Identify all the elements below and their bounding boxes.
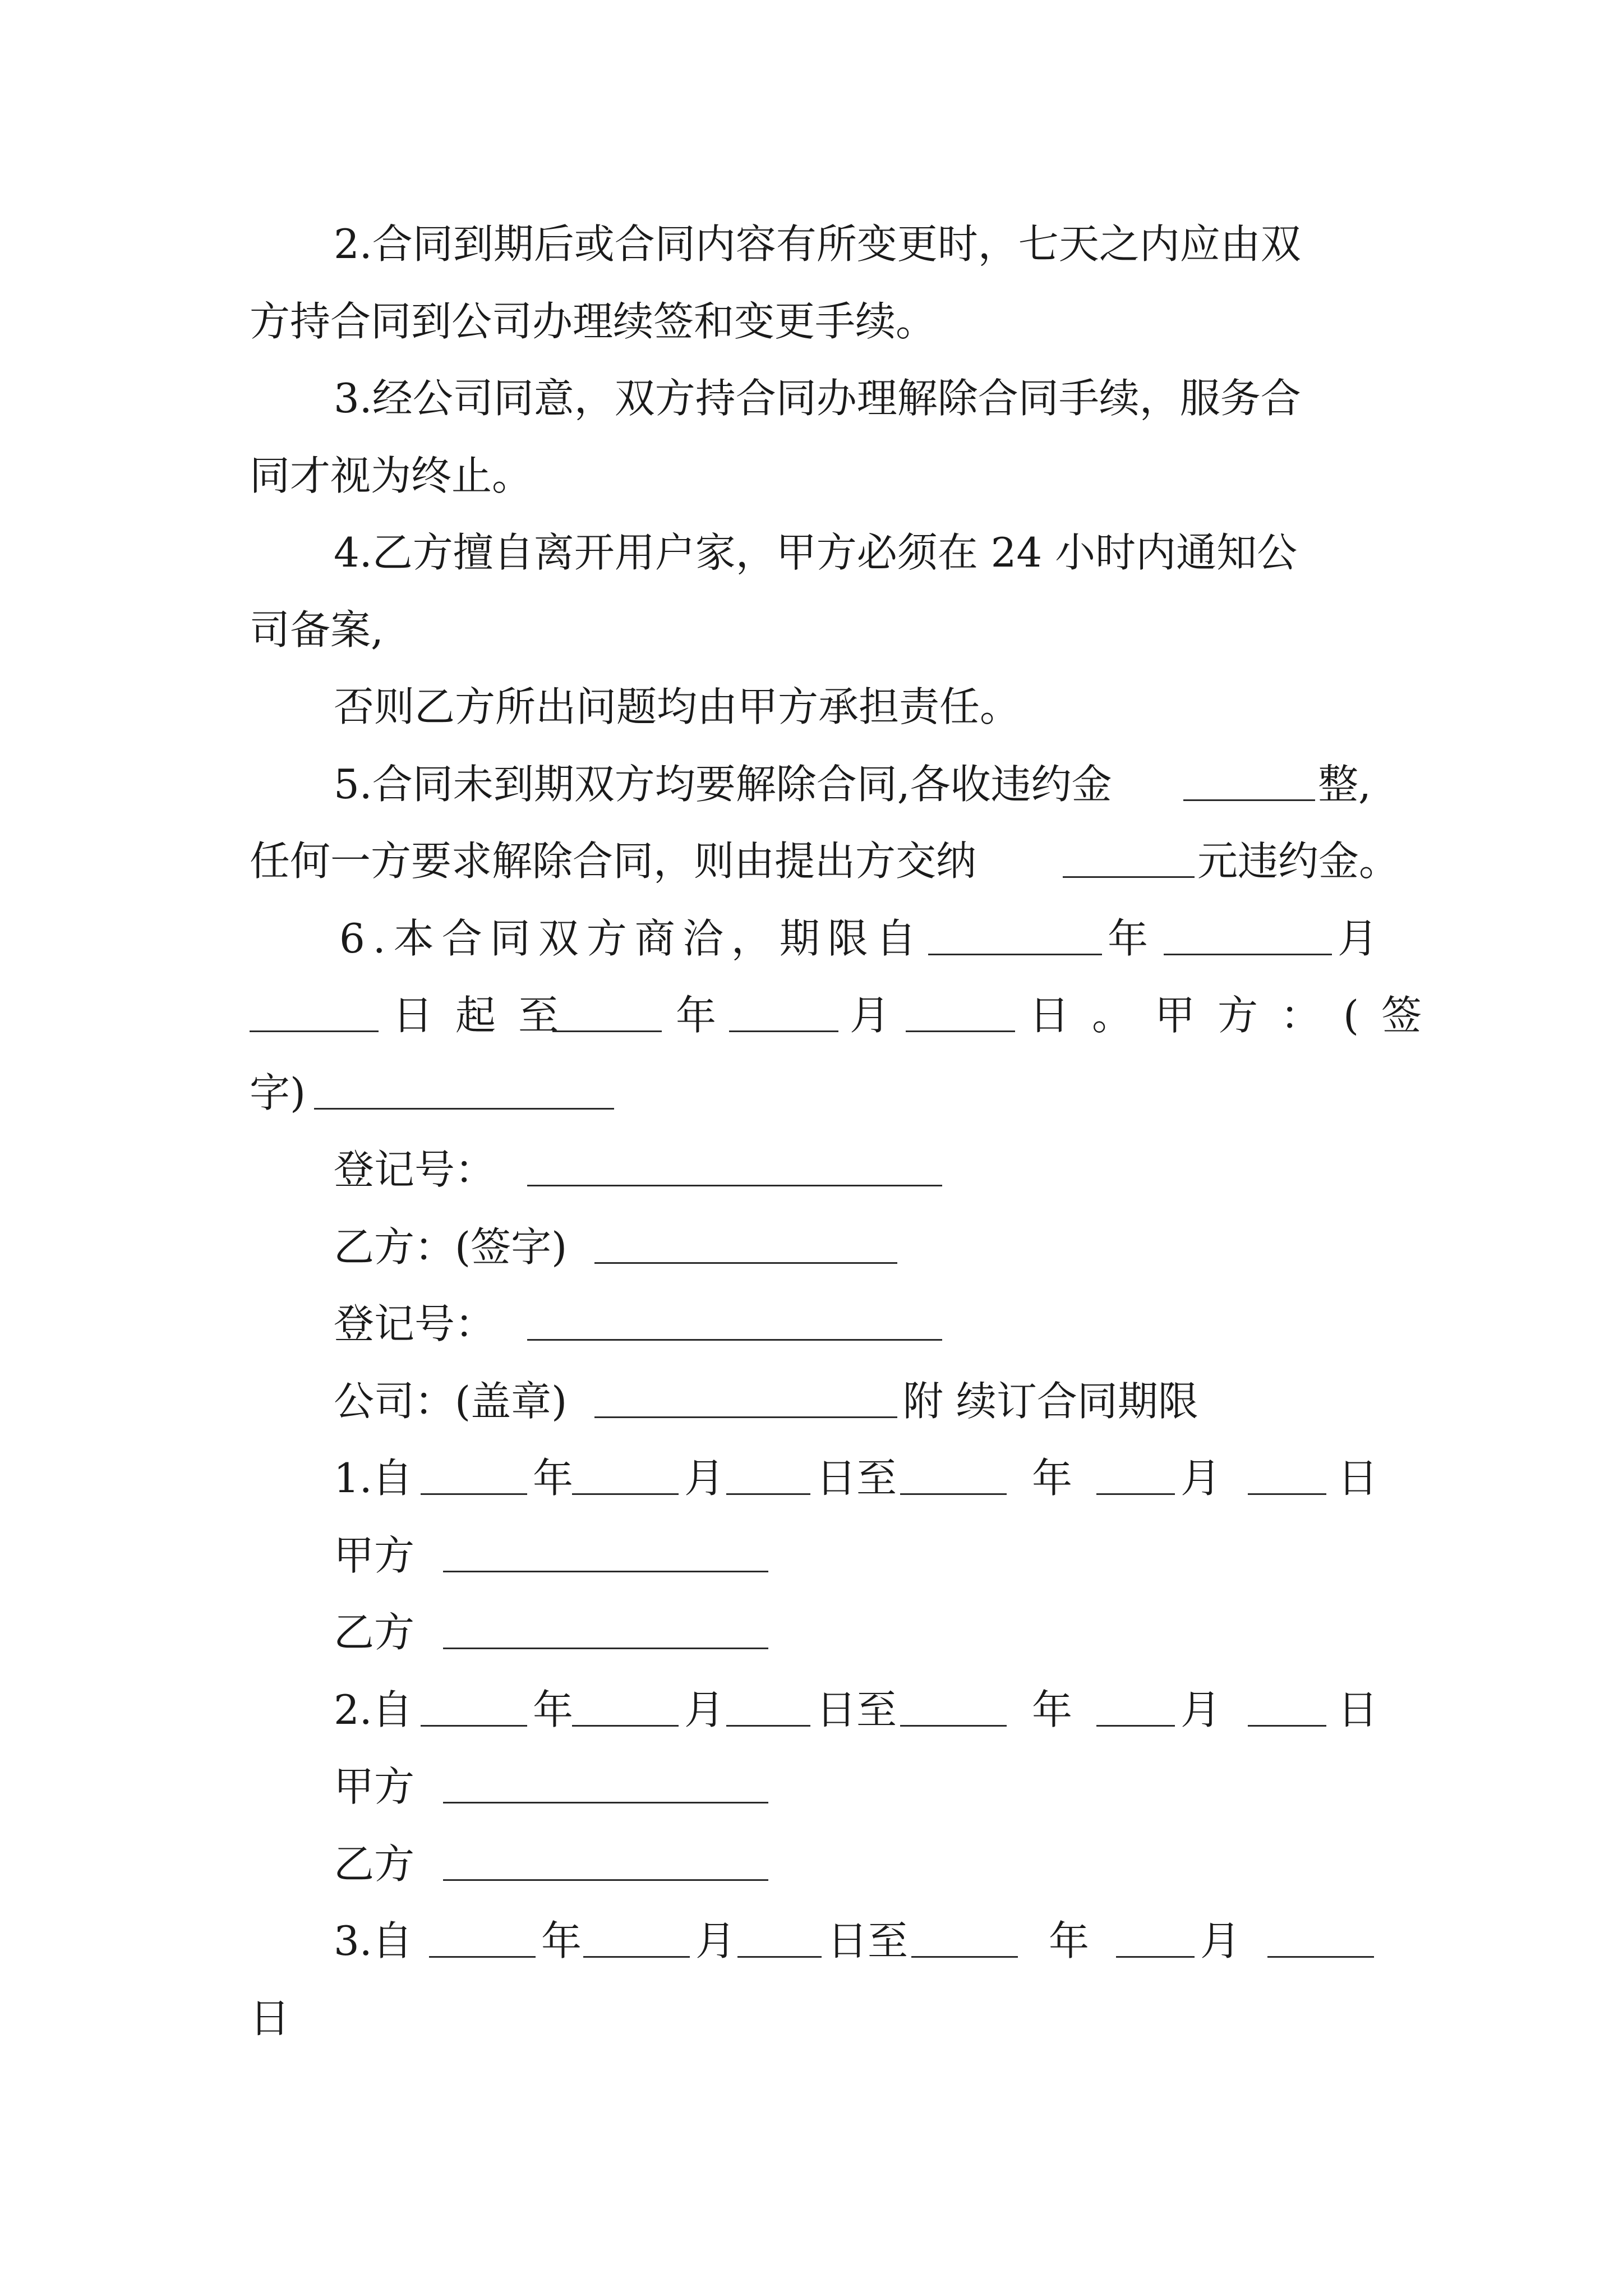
clause-6-end-day-label: 日。甲方：(签 bbox=[1029, 992, 1445, 1039]
renewal-3-end-day-blank[interactable] bbox=[1267, 1956, 1374, 1958]
renewal-1-end-day-blank[interactable] bbox=[1248, 1493, 1326, 1495]
renewal-2-end-day-label: 日 bbox=[1338, 1686, 1378, 1733]
clause-3-text-1: 3.经公司同意，双方持合同办理解除合同手续，服务合 bbox=[334, 375, 1301, 422]
renewal-3-day-line bbox=[0, 1982, 1623, 2055]
renewal-1-party-a-line bbox=[0, 1519, 1623, 1592]
renewal-3-end-year-label: 年 bbox=[1049, 1917, 1090, 1964]
renewal-3-period-line bbox=[0, 1904, 1623, 1977]
party-b-sign-line bbox=[0, 1211, 1623, 1283]
renewal-2-day-to-label: 日至 bbox=[816, 1686, 897, 1733]
renewal-1-start-day-blank[interactable] bbox=[726, 1493, 810, 1495]
renewal-3-end-year-blank[interactable] bbox=[911, 1956, 1018, 1958]
clause-5-line-1 bbox=[0, 748, 1623, 821]
clause-5-text-1a: 5.合同未到期双方均要解除合同,各收违约金 bbox=[334, 761, 1112, 808]
company-seal-label: 公司：(盖章) bbox=[334, 1378, 568, 1425]
renewal-2-party-a-label: 甲方 bbox=[334, 1763, 415, 1810]
penalty-fee-blank[interactable] bbox=[1063, 876, 1195, 878]
renewal-2-start-year-blank[interactable] bbox=[421, 1725, 527, 1727]
clause-5-text-1b: 整, bbox=[1318, 761, 1371, 808]
renewal-1-party-b-blank[interactable] bbox=[443, 1648, 768, 1649]
renewal-2-end-year-blank[interactable] bbox=[900, 1725, 1007, 1727]
clause-4-line-1 bbox=[0, 516, 1623, 589]
penalty-amount-blank[interactable] bbox=[1183, 799, 1315, 801]
renewal-2-party-b-label: 乙方 bbox=[334, 1841, 415, 1888]
clause-4-line-2 bbox=[0, 593, 1623, 666]
renewal-1-end-year-label: 年 bbox=[1032, 1455, 1073, 1502]
renewal-1-prefix: 1.自 bbox=[334, 1455, 413, 1502]
clause-6-text-1a: 6.本合同双方商洽，期限自 bbox=[339, 915, 924, 962]
party-b-signature-blank[interactable] bbox=[594, 1262, 897, 1264]
renewal-2-prefix: 2.自 bbox=[334, 1686, 413, 1733]
clause-3-text-2: 同才视为终止。 bbox=[250, 452, 533, 499]
company-seal-blank[interactable] bbox=[594, 1416, 897, 1418]
renewal-3-day-to-label: 日至 bbox=[827, 1917, 909, 1964]
clause-4-text-2: 司备案, bbox=[250, 606, 384, 654]
renewal-3-month-label: 月 bbox=[695, 1917, 736, 1964]
renewal-2-party-b-line bbox=[0, 1828, 1623, 1901]
renewal-1-end-month-blank[interactable] bbox=[1096, 1493, 1175, 1495]
clause-6-end-year-label: 年 bbox=[676, 992, 717, 1039]
clause-5-text-2a: 任何一方要求解除合同，则由提出方交纳 bbox=[250, 838, 977, 885]
renewal-1-end-month-label: 月 bbox=[1181, 1455, 1221, 1502]
clause-6-month-label: 月 bbox=[1338, 915, 1378, 962]
term-start-year-blank[interactable] bbox=[928, 954, 1102, 955]
party-a-signature-blank[interactable] bbox=[314, 1108, 614, 1110]
renewal-2-end-day-blank[interactable] bbox=[1248, 1725, 1326, 1727]
registration-number-blank-2[interactable] bbox=[527, 1339, 942, 1341]
clause-3-line-2 bbox=[0, 439, 1623, 512]
clause-5-line-2 bbox=[0, 825, 1623, 898]
clause-6-end-month-label: 月 bbox=[850, 992, 891, 1039]
renewal-2-start-day-blank[interactable] bbox=[726, 1725, 810, 1727]
renewal-3-end-month-label: 月 bbox=[1200, 1917, 1241, 1964]
term-start-day-blank[interactable] bbox=[250, 1030, 379, 1032]
renewal-1-year-label: 年 bbox=[533, 1455, 574, 1502]
registration-label-1: 登记号： bbox=[334, 1146, 496, 1193]
registration-label-2: 登记号： bbox=[334, 1300, 496, 1347]
renewal-1-day-to-label: 日至 bbox=[816, 1455, 897, 1502]
clause-4-text-3: 否则乙方所出问题均由甲方承担责任。 bbox=[334, 683, 1021, 730]
clause-6-line-3 bbox=[0, 1056, 1623, 1129]
registration-line-2 bbox=[0, 1287, 1623, 1360]
renewal-3-end-month-blank[interactable] bbox=[1116, 1956, 1195, 1958]
term-end-year-blank[interactable] bbox=[552, 1030, 662, 1032]
clause-6-year-label: 年 bbox=[1108, 915, 1149, 962]
renewal-3-start-month-blank[interactable] bbox=[583, 1956, 690, 1958]
party-b-sign-label: 乙方：(签字) bbox=[334, 1223, 568, 1271]
renewal-2-end-month-blank[interactable] bbox=[1096, 1725, 1175, 1727]
clause-6-day-from-label: 日起至 bbox=[393, 992, 582, 1039]
term-start-month-blank[interactable] bbox=[1164, 954, 1332, 955]
renewal-2-party-a-line bbox=[0, 1750, 1623, 1823]
clause-6-text-3a: 字) bbox=[250, 1069, 306, 1116]
clause-6-line-1 bbox=[0, 902, 1623, 975]
renewal-1-start-month-blank[interactable] bbox=[572, 1493, 679, 1495]
renewal-1-party-a-blank[interactable] bbox=[443, 1571, 768, 1572]
renewal-1-month-label: 月 bbox=[684, 1455, 725, 1502]
renewal-1-party-a-label: 甲方 bbox=[334, 1532, 415, 1579]
renewal-3-year-label: 年 bbox=[541, 1917, 582, 1964]
clause-4-text-1: 4.乙方擅自离开用户家，甲方必须在 24 小时内通知公 bbox=[334, 529, 1298, 576]
renewal-2-end-year-label: 年 bbox=[1032, 1686, 1073, 1733]
renewal-3-start-year-blank[interactable] bbox=[429, 1956, 536, 1958]
clause-6-line-2 bbox=[0, 979, 1623, 1052]
term-end-month-blank[interactable] bbox=[729, 1030, 838, 1032]
renewal-2-start-month-blank[interactable] bbox=[572, 1725, 679, 1727]
renewal-1-end-day-label: 日 bbox=[1338, 1455, 1378, 1502]
registration-number-blank-1[interactable] bbox=[527, 1185, 942, 1186]
clause-2-text-2: 方持合同到公司办理续签和变更手续。 bbox=[250, 298, 937, 345]
clause-2-line-1 bbox=[0, 208, 1623, 280]
renewal-2-party-b-blank[interactable] bbox=[443, 1879, 768, 1881]
clause-2-line-2 bbox=[0, 285, 1623, 358]
renewal-1-period-line bbox=[0, 1442, 1623, 1515]
renewal-2-end-month-label: 月 bbox=[1181, 1686, 1221, 1733]
registration-line-1 bbox=[0, 1133, 1623, 1206]
renewal-1-party-b-line bbox=[0, 1596, 1623, 1669]
renewal-1-start-year-blank[interactable] bbox=[421, 1493, 527, 1495]
renewal-3-end-day-label: 日 bbox=[250, 1995, 291, 2042]
renewal-2-party-a-blank[interactable] bbox=[443, 1802, 768, 1803]
renewal-2-year-label: 年 bbox=[533, 1686, 574, 1733]
renewal-3-prefix: 3.自 bbox=[334, 1917, 413, 1964]
clause-4-line-3 bbox=[0, 670, 1623, 743]
clause-3-line-1 bbox=[0, 362, 1623, 435]
renewal-2-month-label: 月 bbox=[684, 1686, 725, 1733]
clause-2-text-1: 2.合同到期后或合同内容有所变更时，七天之内应由双 bbox=[334, 220, 1301, 268]
renewal-2-period-line bbox=[0, 1673, 1623, 1746]
clause-5-text-2b: 元违约金。 bbox=[1197, 838, 1400, 885]
appendix-title: 附 续订合同期限 bbox=[903, 1378, 1198, 1425]
renewal-3-start-day-blank[interactable] bbox=[737, 1956, 822, 1958]
renewal-1-end-year-blank[interactable] bbox=[900, 1493, 1007, 1495]
term-end-day-blank[interactable] bbox=[906, 1030, 1015, 1032]
company-seal-line bbox=[0, 1365, 1623, 1438]
renewal-1-party-b-label: 乙方 bbox=[334, 1609, 415, 1656]
